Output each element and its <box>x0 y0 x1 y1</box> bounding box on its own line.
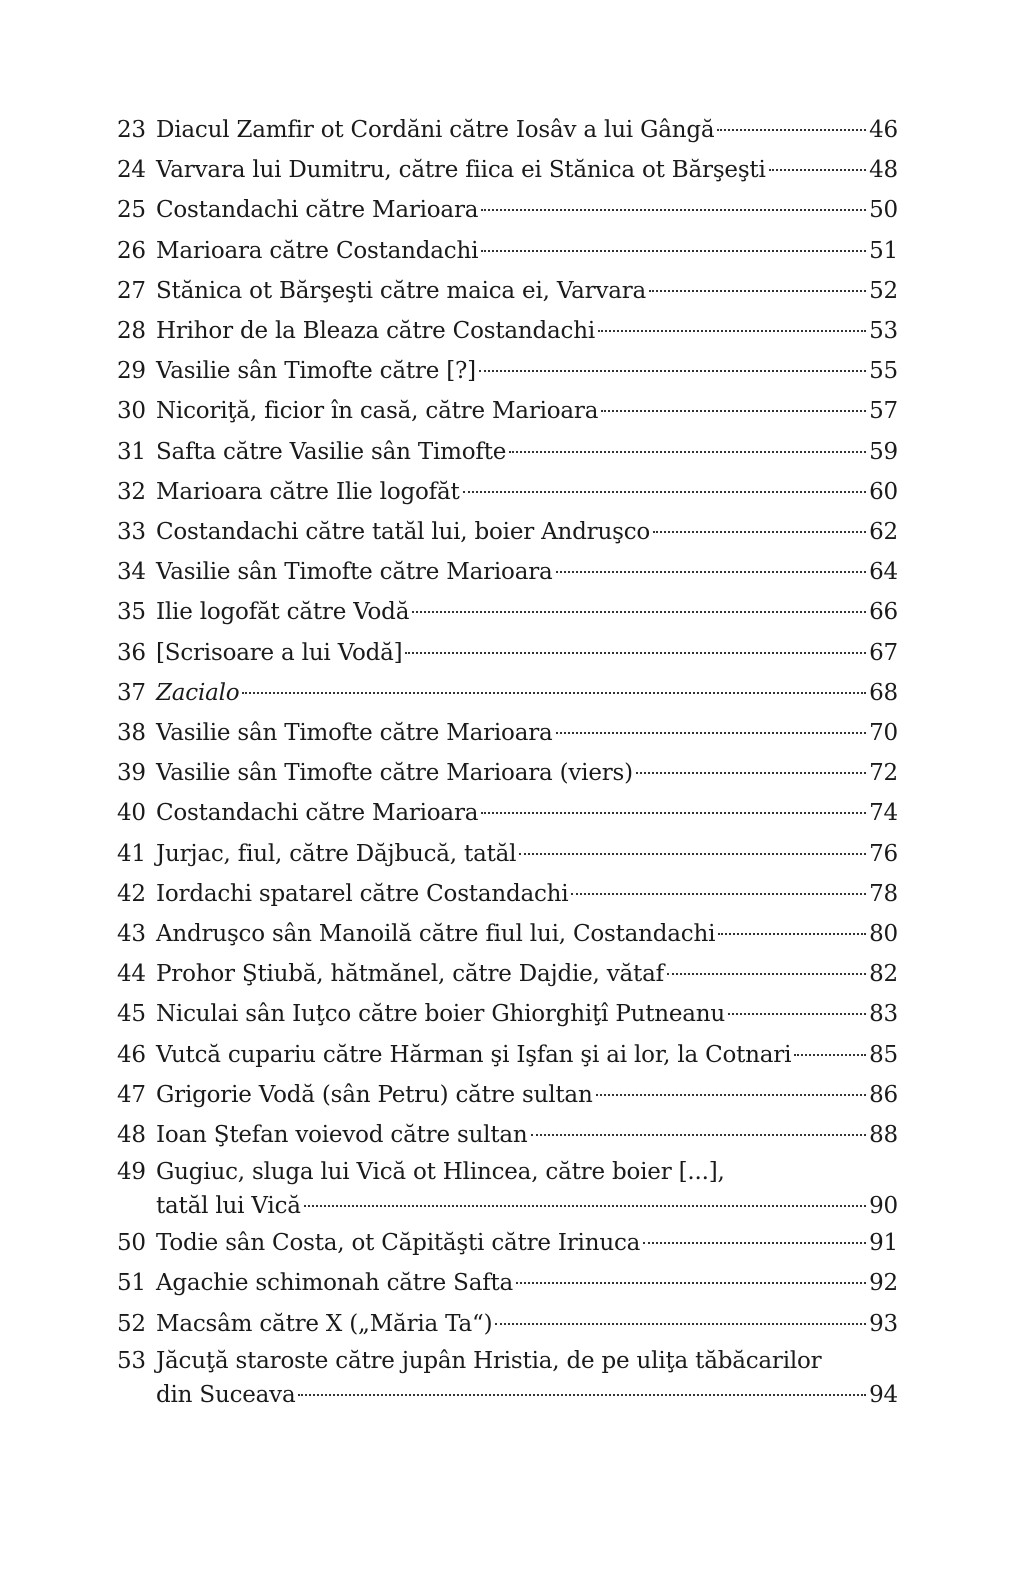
entry-title: Costandachi către Marioara <box>156 197 479 224</box>
entry-page-number: 93 <box>869 1310 898 1337</box>
entry-number: 44 <box>117 961 146 988</box>
toc-entry <box>117 1223 898 1263</box>
entry-title: Vasilie sân Timofte către Marioara <box>156 720 553 747</box>
entry-page-number: 62 <box>869 519 898 546</box>
dot-leader <box>481 250 866 252</box>
entry-title-continuation: din Suceava <box>156 1381 296 1408</box>
toc-entry <box>117 753 898 793</box>
entry-title: Niculai sân Iuţco către boier Ghiorghiţî Putneanu <box>156 1001 726 1028</box>
entry-number: 32 <box>117 478 146 505</box>
entry-title: Vasilie sân Timofte către Marioara (viers) <box>156 760 633 787</box>
entry-page-number: 48 <box>869 157 898 184</box>
toc-entry <box>117 874 898 914</box>
entry-page-number: 76 <box>869 840 898 867</box>
entry-title: Vasilie sân Timofte către [?] <box>156 358 476 385</box>
entry-number: 41 <box>117 840 146 867</box>
entry-page-number: 91 <box>869 1230 898 1257</box>
entry-number: 49 <box>117 1159 146 1186</box>
entry-title: Vutcă cupariu către Hărman şi Işfan şi ai lor, la Cotnari <box>156 1041 792 1068</box>
entry-page-number: 78 <box>869 880 898 907</box>
entry-number: 37 <box>117 679 146 706</box>
toc-entry <box>117 190 898 230</box>
dot-leader <box>794 1054 866 1056</box>
entry-title: Agachie schimonah către Safta <box>156 1270 514 1297</box>
entry-title: Marioara către Costandachi <box>156 237 479 264</box>
entry-number: 45 <box>117 1001 146 1028</box>
entry-number: 47 <box>117 1081 146 1108</box>
entry-title: Gugiuc, sluga lui Vică ot Hlincea, către boier [...], <box>156 1159 725 1186</box>
toc-entry <box>117 311 898 351</box>
dot-leader <box>516 1282 866 1284</box>
entry-number: 27 <box>117 277 146 304</box>
entry-title: Prohor Ştiubă, hătmănel, către Dajdie, vătaf <box>156 961 664 988</box>
toc-entry <box>117 793 898 833</box>
entry-number: 43 <box>117 921 146 948</box>
entry-title: Zacialo <box>156 679 240 706</box>
entry-number: 52 <box>117 1310 146 1337</box>
entry-page-number: 94 <box>869 1381 898 1408</box>
entry-number: 40 <box>117 800 146 827</box>
entry-number: 23 <box>117 117 146 143</box>
toc-entry <box>117 1263 898 1303</box>
entry-page-number: 80 <box>869 921 898 948</box>
entry-title: Costandachi către Marioara <box>156 800 479 827</box>
dot-leader <box>242 692 866 694</box>
entry-number: 50 <box>117 1230 146 1257</box>
entry-page-number: 88 <box>869 1122 898 1149</box>
toc-entry <box>117 592 898 632</box>
entry-title: Safta către Vasilie sân Timofte <box>156 438 507 465</box>
entry-number: 31 <box>117 438 146 465</box>
entry-title: Jăcuţă staroste către jupân Hristia, de pe uliţa tăbăcarilor <box>156 1347 822 1374</box>
entry-number: 53 <box>117 1347 146 1374</box>
entry-title: Ilie logofăt către Vodă <box>156 599 410 626</box>
entry-page-number: 74 <box>869 800 898 827</box>
entry-page-number: 60 <box>869 478 898 505</box>
entry-title: Varvara lui Dumitru, către fiica ei Stănica ot Bărşeşti <box>156 157 766 184</box>
entry-number: 26 <box>117 237 146 264</box>
toc-entry <box>117 391 898 431</box>
toc-entry <box>117 1035 898 1075</box>
entry-page-number: 70 <box>869 720 898 747</box>
entry-number: 25 <box>117 197 146 224</box>
entry-page-number: 57 <box>869 398 898 425</box>
dot-leader <box>479 370 866 372</box>
dot-leader <box>636 772 866 774</box>
toc-entry <box>117 351 898 391</box>
entry-number: 33 <box>117 519 146 546</box>
entry-title: Jurjac, fiul, către Dăjbucă, tatăl <box>156 840 517 867</box>
dot-leader <box>405 652 866 654</box>
entry-page-number: 51 <box>869 237 898 264</box>
toc-entry <box>117 1304 898 1344</box>
toc-entry <box>117 914 898 954</box>
entry-number: 28 <box>117 318 146 345</box>
entry-title: Ioan Ştefan voievod către sultan <box>156 1122 528 1149</box>
toc-entry <box>117 552 898 592</box>
dot-leader <box>596 1094 867 1096</box>
dot-leader <box>653 531 866 533</box>
entry-page-number: 72 <box>869 760 898 787</box>
entry-title: Macsâm către X („Măria Ta“) <box>156 1310 493 1337</box>
entry-number: 29 <box>117 358 146 385</box>
dot-leader <box>571 893 866 895</box>
toc-entry <box>117 994 898 1034</box>
entry-page-number: 90 <box>869 1193 898 1220</box>
entry-number: 24 <box>117 157 146 184</box>
entry-page-number: 55 <box>869 358 898 385</box>
toc-entry <box>117 633 898 673</box>
toc-entry <box>117 472 898 512</box>
dot-leader <box>298 1394 866 1396</box>
entry-page-number: 66 <box>869 599 898 626</box>
dot-leader <box>556 571 867 573</box>
entry-number: 42 <box>117 880 146 907</box>
toc-entry <box>117 150 898 190</box>
toc-entry <box>117 271 898 311</box>
entry-title: Diacul Zamfir ot Cordăni către Iosâv a lui Gângă <box>156 117 715 143</box>
dot-leader <box>649 290 866 292</box>
entry-page-number: 53 <box>869 318 898 345</box>
entry-title: Iordachi spatarel către Costandachi <box>156 880 569 907</box>
entry-page-number: 52 <box>869 277 898 304</box>
dot-leader <box>718 933 866 935</box>
entry-number: 38 <box>117 720 146 747</box>
dot-leader <box>601 410 866 412</box>
toc-entry <box>117 1155 898 1223</box>
entry-page-number: 67 <box>869 639 898 666</box>
toc-entry <box>117 1344 898 1412</box>
table-of-contents <box>117 110 898 1412</box>
dot-leader <box>769 169 866 171</box>
entry-page-number: 46 <box>869 117 898 143</box>
dot-leader <box>531 1134 867 1136</box>
entry-page-number: 50 <box>869 197 898 224</box>
entry-number: 36 <box>117 639 146 666</box>
entry-number: 35 <box>117 599 146 626</box>
dot-leader <box>412 611 866 613</box>
entry-title: Nicoriţă, ficior în casă, către Marioara <box>156 398 599 425</box>
toc-entry <box>117 1075 898 1115</box>
dot-leader <box>481 209 866 211</box>
entry-page-number: 92 <box>869 1270 898 1297</box>
entry-title: Marioara către Ilie logofăt <box>156 478 460 505</box>
entry-number: 34 <box>117 559 146 586</box>
dot-leader <box>728 1013 866 1015</box>
dot-leader <box>519 853 866 855</box>
toc-entry <box>117 110 898 150</box>
toc-entry <box>117 713 898 753</box>
entry-page-number: 85 <box>869 1041 898 1068</box>
entry-title: Grigorie Vodă (sân Petru) către sultan <box>156 1081 593 1108</box>
dot-leader <box>556 732 867 734</box>
dot-leader <box>643 1242 866 1244</box>
entry-title: Andruşco sân Manoilă către fiul lui, Costandachi <box>156 921 716 948</box>
dot-leader <box>463 491 867 493</box>
entry-title: Vasilie sân Timofte către Marioara <box>156 559 553 586</box>
entry-title: [Scrisoare a lui Vodă] <box>156 639 403 666</box>
toc-entry <box>117 834 898 874</box>
entry-title: Costandachi către tatăl lui, boier Andruşco <box>156 519 651 546</box>
toc-entry <box>117 432 898 472</box>
dot-leader <box>509 451 866 453</box>
entry-page-number: 82 <box>869 961 898 988</box>
toc-entry <box>117 954 898 994</box>
toc-entry <box>117 512 898 552</box>
entry-page-number: 83 <box>869 1001 898 1028</box>
entry-title: Stănica ot Bărşeşti către maica ei, Varvara <box>156 277 647 304</box>
entry-page-number: 68 <box>869 679 898 706</box>
dot-leader <box>495 1323 866 1325</box>
entry-title-continuation: tatăl lui Vică <box>156 1193 301 1220</box>
dot-leader <box>667 973 866 975</box>
entry-page-number: 64 <box>869 559 898 586</box>
entry-title: Hrihor de la Bleaza către Costandachi <box>156 318 595 345</box>
entry-number: 51 <box>117 1270 146 1297</box>
entry-number: 46 <box>117 1041 146 1068</box>
toc-entry <box>117 673 898 713</box>
entry-number: 39 <box>117 760 146 787</box>
entry-number: 48 <box>117 1122 146 1149</box>
entry-page-number: 59 <box>869 438 898 465</box>
entry-title: Todie sân Costa, ot Căpităşti către Irinuca <box>156 1230 641 1257</box>
toc-entry <box>117 231 898 271</box>
entry-number: 30 <box>117 398 146 425</box>
dot-leader <box>717 129 866 131</box>
dot-leader <box>598 330 866 332</box>
dot-leader <box>481 812 866 814</box>
dot-leader <box>304 1205 866 1207</box>
toc-entry <box>117 1115 898 1155</box>
entry-page-number: 86 <box>869 1081 898 1108</box>
